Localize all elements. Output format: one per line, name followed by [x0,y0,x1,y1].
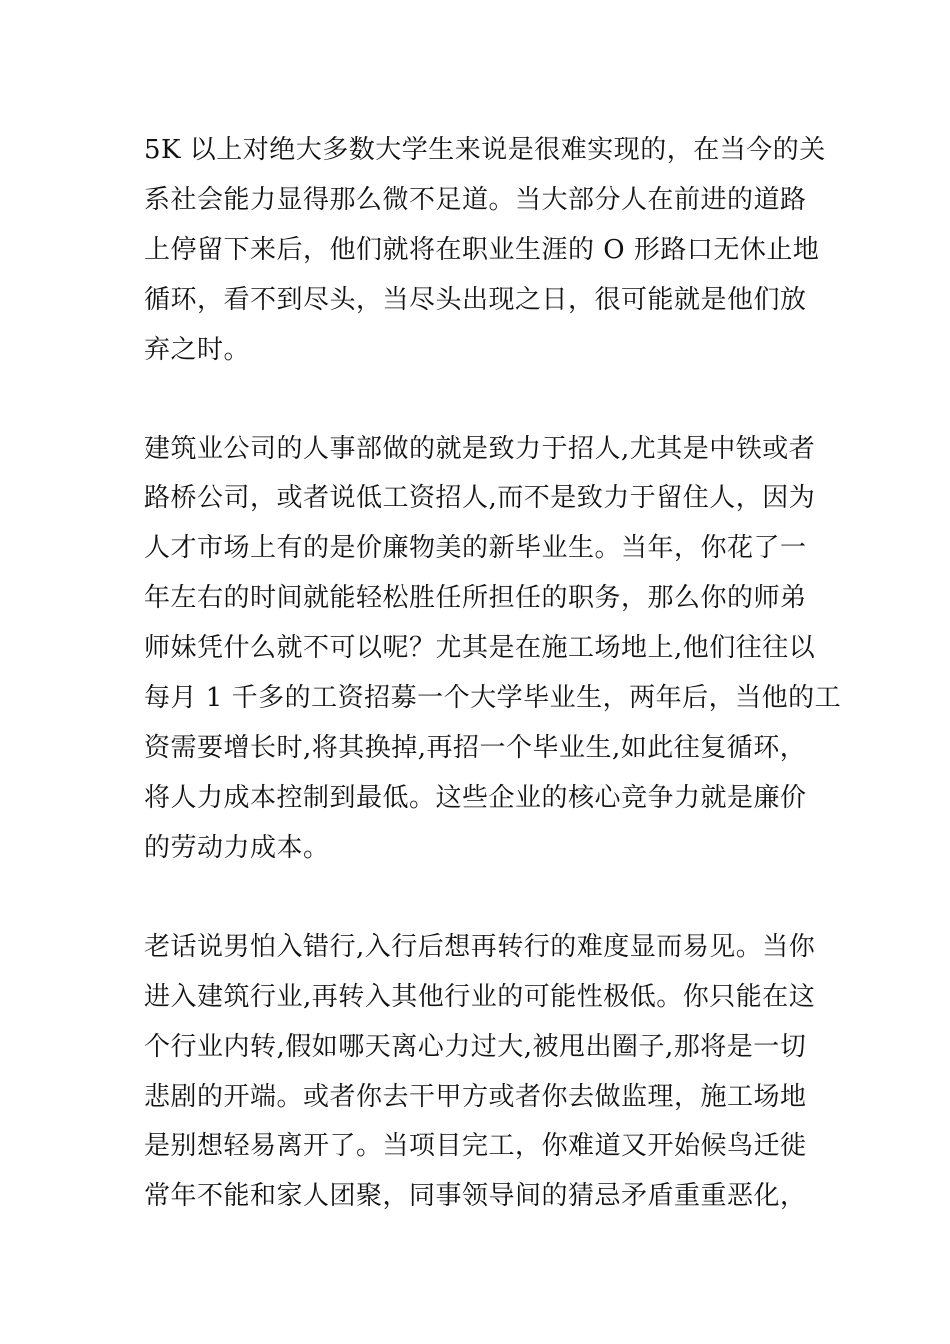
paragraph-2-line-2: 路桥公司，或者说低工资招人,而不是致力于留住人，因为 [144,483,816,513]
paragraph-2-line-5: 师妹凭什么就不可以呢？尤其是在施工场地上,他们往往以 [144,633,816,663]
paragraph-1-line-3: 上停留下来后，他们就将在职业生涯的 O 形路口无休止地 [144,235,820,265]
paragraph-3-line-3: 个行业内转,假如哪天离心力过大,被甩出圈子,那将是一切 [144,1032,807,1062]
paragraph-3-line-1: 老话说男怕入错行,入行后想再转行的难度显而易见。当你 [144,932,816,962]
paragraph-3-line-6: 常年不能和家人团聚，同事领导间的猜忌矛盾重重恶化， [144,1181,807,1211]
paragraph-2-line-6: 每月 1 千多的工资招募一个大学毕业生，两年后，当他的工 [144,683,842,713]
paragraph-2-line-4: 年左右的时间就能轻松胜任所担任的职务，那么你的师弟 [144,583,807,613]
paragraph-2-line-9: 的劳动力成本。 [144,833,330,863]
paragraph-1-line-1: 5K 以上对绝大多数大学生来说是很难实现的，在当今的关 [144,135,826,165]
paragraph-3-line-5: 是别想轻易离开了。当项目完工，你难道又开始候鸟迁徙 [144,1131,807,1161]
paragraph-3-line-2: 进入建筑行业,再转入其他行业的可能性极低。你只能在这 [144,982,816,1012]
paragraph-2-line-7: 资需要增长时,将其换掉,再招一个毕业生,如此往复循环， [144,733,807,763]
paragraph-2-line-3: 人才市场上有的是价廉物美的新毕业生。当年，你花了一 [144,533,807,563]
paragraph-2-line-1: 建筑业公司的人事部做的就是致力于招人,尤其是中铁或者 [144,434,816,464]
paragraph-1-line-5: 弃之时。 [144,335,251,365]
paragraph-1-line-4: 循环，看不到尽头，当尽头出现之日，很可能就是他们放 [144,285,807,315]
paragraph-1-line-2: 系社会能力显得那么微不足道。当大部分人在前进的道路 [144,185,807,215]
paragraph-3-line-4: 悲剧的开端。或者你去干甲方或者你去做监理，施工场地 [144,1082,807,1112]
paragraph-2-line-8: 将人力成本控制到最低。这些企业的核心竞争力就是廉价 [144,783,807,813]
